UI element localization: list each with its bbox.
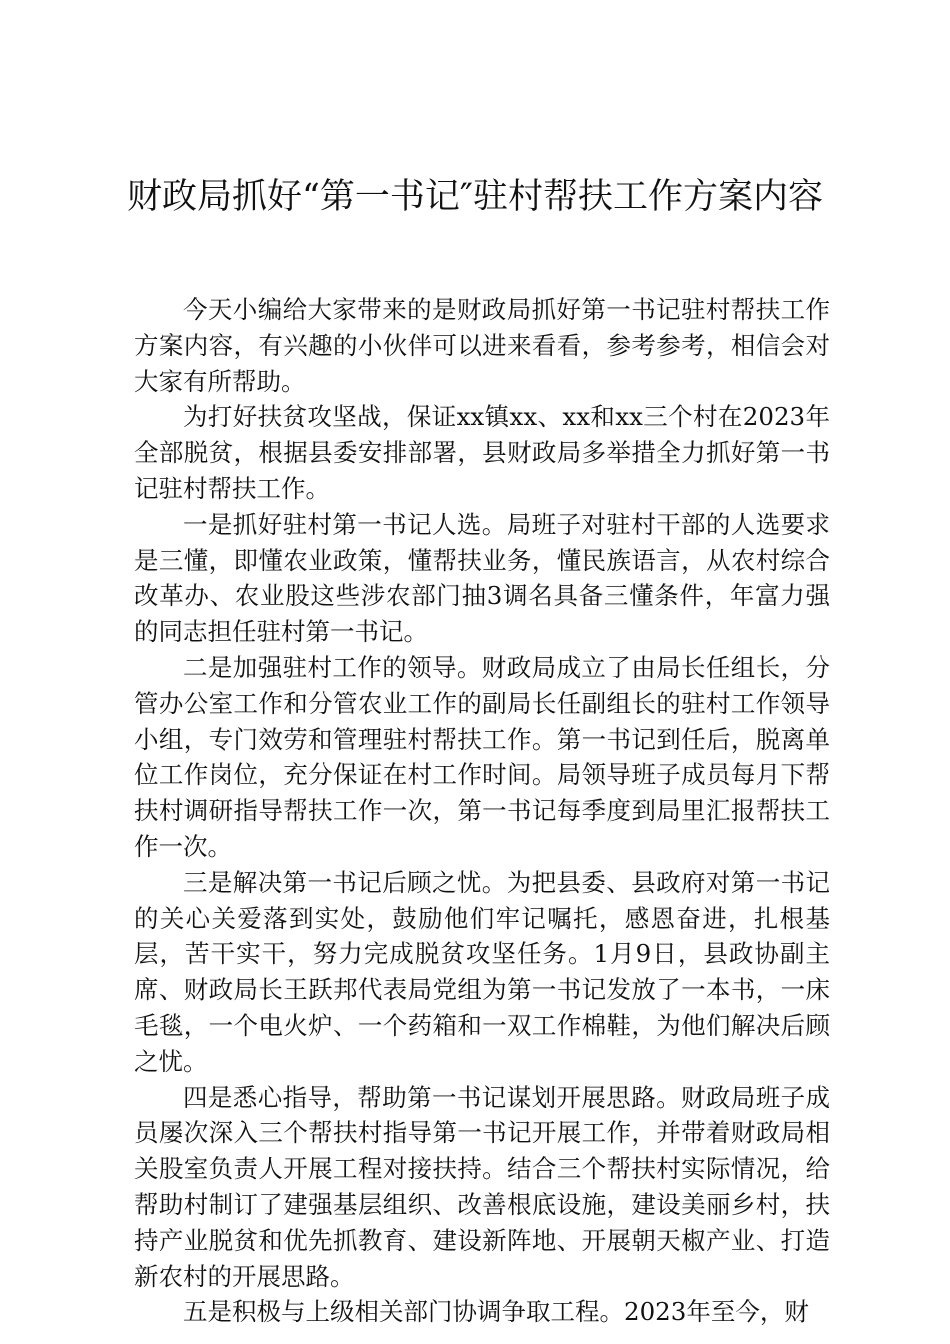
paragraph-intro: 今天小编给大家带来的是财政局抓好第一书记驻村帮扶工作方案内容，有兴趣的小伙伴可以进来看看，参考参考，相信会对大家有所帮助。: [134, 295, 830, 396]
document-title: 财政局抓好“第一书记″驻村帮扶工作方案内容: [127, 177, 823, 217]
paragraph-point-5: 五是积极与上级相关部门协调争取工程。2023年至今，财: [183, 1297, 809, 1327]
document-body: [134, 292, 830, 1330]
paragraph-point-2: 二是加强驻村工作的领导。财政局成立了由局长任组长，分管办公室工作和分管农业工作的副局长任副组长的驻村工作领导小组，专门效劳和管理驻村帮扶工作。第一书记到任后，脱离单位工作岗位，充分保证在村工作时间。局领导班子成员每月下帮扶村调研指导帮扶工作一次，第一书记每季度到局里汇报帮扶工作一次。: [134, 652, 830, 861]
paragraph-point-3: 三是解决第一书记后顾之忧。为把县委、县政府对第一书记的关心关爱落到实处，鼓励他们牢记嘱托，感恩奋进，扎根基层，苦干实干，努力完成脱贫攻坚任务。1月9日，县政协副主席、财政局长王跃邦代表局党组为第一书记发放了一本书，一床毛毯，一个电火炉、一个药箱和一双工作棉鞋，为他们解决后顾之忧。: [134, 867, 830, 1076]
paragraph-background: 为打好扶贫攻坚战，保证xx镇xx、xx和xx三个村在2023年全部脱贫，根据县委安排部署，县财政局多举措全力抓好第一书记驻村帮扶工作。: [134, 402, 830, 503]
paragraph-point-4: 四是悉心指导，帮助第一书记谋划开展思路。财政局班子成员屡次深入三个帮扶村指导第一书记开展工作，并带着财政局相关股室负责人开展工程对接扶持。结合三个帮扶村实际情况，给帮助村制订了建强基层组织、改善根底设施，建设美丽乡村，扶持产业脱贫和优先抓教育、建设新阵地、开展朝天椒产业、打造新农村的开展思路。: [134, 1082, 830, 1291]
paragraph-point-1: 一是抓好驻村第一书记人选。局班子对驻村干部的人选要求是三懂，即懂农业政策，懂帮扶业务，懂民族语言，从农村综合改革办、农业股这些涉农部门抽3调名具备三懂条件，年富力强的同志担任驻村第一书记。: [134, 509, 830, 647]
